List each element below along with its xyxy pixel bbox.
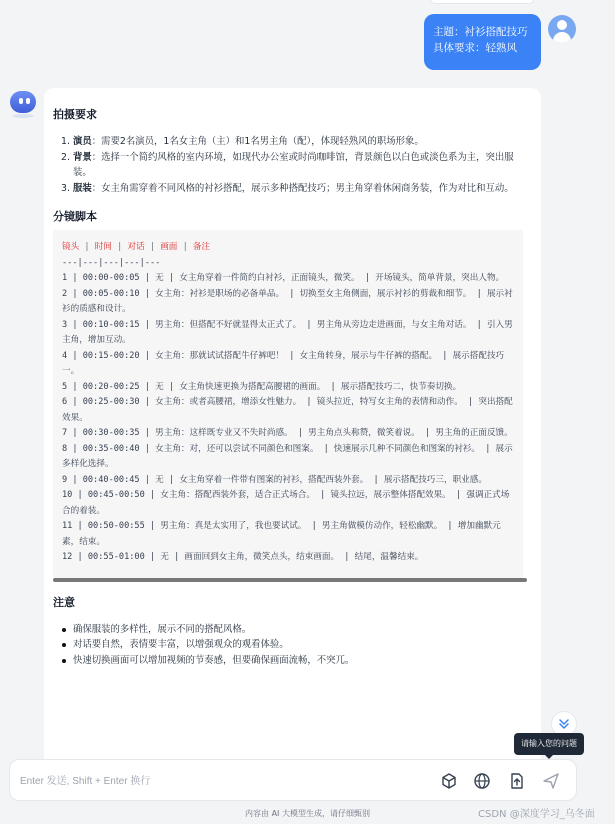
- watermark: CSDN @深度学习_乌冬面: [478, 809, 595, 820]
- requirements-list: [53, 134, 532, 196]
- table-row: 1 | 00:00-00:05 | 无 | 女主角穿着一件简约白衬衫，正面镜头，微笑。 | 开场镜头，简单背景，突出人物。: [62, 273, 505, 283]
- web-search-button[interactable]: [472, 771, 492, 791]
- avatar-body: [553, 32, 571, 43]
- user-avatar: [548, 15, 576, 43]
- note-item: 对话要自然，表情要丰富，以增强观众的观看体验。: [53, 637, 532, 653]
- user-message-bubble: [424, 14, 541, 70]
- requirement-item: 2. 背景：选择一个简约风格的室内环境，如现代办公室或时尚咖啡馆，背景颜色以白色或淡色系为主，突出服装。: [61, 151, 514, 178]
- note-item: 确保服装的多样性，展示不同的搭配风格。: [53, 622, 532, 638]
- table-row: 8 | 00:35-00:40 | 女主角：对，还可以尝试不同颜色和图案。 | 快速展示几种不同颜色和图案的衬衫。 | 展示多样化选择。: [62, 443, 513, 469]
- avatar-head: [557, 20, 567, 30]
- table-divider: ---|---|---|---|---: [62, 257, 161, 268]
- notes-list: [53, 622, 532, 669]
- section-title-shooting-requirements: 拍摄要求: [53, 108, 97, 121]
- section-title-storyboard: 分镜脚本: [53, 210, 97, 223]
- upload-file-button[interactable]: [507, 771, 527, 791]
- send-button[interactable]: [541, 771, 561, 791]
- bot-eye: [26, 98, 30, 104]
- table-row: 12 | 00:55-01:00 | 无 | 画面回到女主角，微笑点头，结束画面。 | 结尾，温馨结束。: [62, 552, 424, 562]
- upload-icon: [507, 771, 527, 791]
- table-header-cell: 画面: [160, 242, 178, 252]
- cube-button[interactable]: [439, 771, 459, 791]
- section-title-notes: 注意: [53, 595, 75, 609]
- table-header-cell: 镜头: [62, 242, 80, 252]
- table-row: 5 | 00:20-00:25 | 无 | 女主角快速更换为搭配高腰裙的画面。 | 展示搭配技巧二，快节奏切换。: [62, 381, 462, 392]
- table-header: 镜头 | 时间 | 对话 | 画面 | 备注: [62, 242, 211, 252]
- storyboard-code-block: [53, 230, 523, 578]
- globe-icon: [472, 771, 492, 791]
- assistant-reply: [44, 88, 541, 768]
- chat-input[interactable]: [20, 771, 420, 791]
- table-row: 10 | 00:45-00:50 | 女主角：搭配西装外套，适合正式场合。 | 镜头拉远，展示整体搭配效果。 | 强调正式场合的着装。: [62, 490, 510, 516]
- ai-disclaimer: 内容由 AI 大模型生成，请仔细甄别: [245, 809, 370, 818]
- requirement-item: 3. 服装：女主角需穿着不同风格的衬衫搭配，展示多种搭配技巧；男主角穿着休闲商务装，作为对比和互动。: [61, 182, 514, 194]
- bot-face: [10, 91, 36, 113]
- table-row: 6 | 00:25-00:30 | 女主角：或者高腰裙，增添女性魅力。 | 镜头拉近，特写女主角的表情和动作。 | 突出搭配效果。: [62, 397, 513, 423]
- previous-message-stub: [430, 0, 534, 4]
- note-item: 快速切换画面可以增加视频的节奏感，但要确保画面流畅，不突兀。: [53, 653, 532, 669]
- bot-shadow: [12, 114, 34, 118]
- table-row: 7 | 00:30-00:35 | 男主角：这样既专业又不失时尚感。 | 男主角点头称赞，微笑着说。 | 男主角的正面反馈。: [62, 428, 513, 438]
- double-chevron-down-icon: [558, 718, 570, 730]
- table-header-cell: 备注: [192, 242, 211, 252]
- cube-icon: [439, 771, 459, 791]
- chat-input-bar: [9, 759, 577, 801]
- table-row: 3 | 00:10-00:15 | 男主角：但搭配不好就显得太正式了。 | 男主角从旁边走进画面，与女主角对话。 | 引入男主角，增加互动。: [62, 319, 513, 345]
- table-row: 2 | 00:05-00:10 | 女主角：衬衫是职场的必备单品。 | 切换至女主角侧面，展示衬衫的剪裁和细节。 | 展示衬衫的质感和设计。: [62, 288, 513, 314]
- table-row: 9 | 00:40-00:45 | 无 | 女主角穿着一件带有图案的衬衫，搭配西装外套。 | 展示搭配技巧三，职业感。: [62, 474, 487, 485]
- input-tooltip: 请输入您的问题: [514, 733, 584, 755]
- send-icon: [541, 771, 561, 791]
- table-row: 11 | 00:50-00:55 | 男主角：真是太实用了，我也要试试。 | 男主角做模仿动作，轻松幽默。 | 增加幽默元素，结束。: [62, 521, 501, 547]
- table-header-cell: 对话: [127, 242, 145, 252]
- table-row: 4 | 00:15-00:20 | 女主角：那就试试搭配牛仔裤吧！ | 女主角转身，展示与牛仔裤的搭配。 | 展示搭配技巧一。: [62, 350, 505, 376]
- bot-eye: [19, 98, 23, 104]
- table-header-cell: 时间: [94, 242, 112, 252]
- user-message-line: 具体要求：轻熟风: [433, 42, 517, 54]
- code-horizontal-scrollbar[interactable]: [53, 578, 527, 582]
- requirement-item: 1. 演员：需要2名演员，1名女主角（主）和1名男主角（配），体现轻熟风的职场形象。: [61, 136, 424, 147]
- bot-avatar: [8, 88, 38, 118]
- user-message-line: 主题：衬衫搭配技巧: [433, 26, 528, 38]
